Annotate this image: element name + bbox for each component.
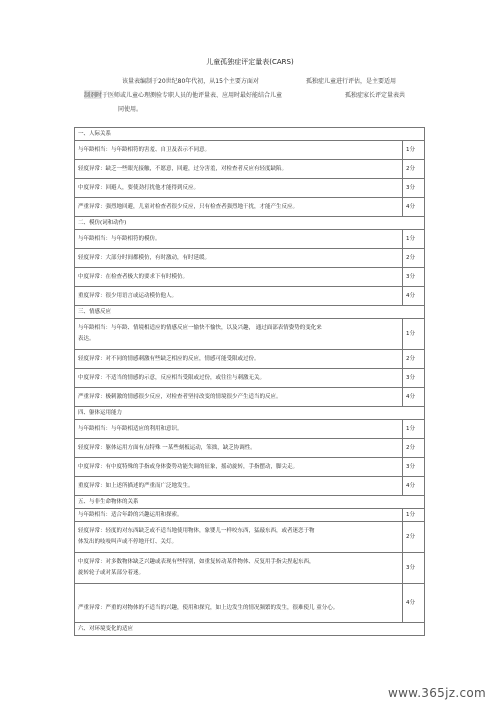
criteria-text: 中度异常：不适当的情感的示意，反应相当受限或过份，或往往与刺激无关。 bbox=[75, 369, 403, 388]
criteria-row bbox=[75, 439, 425, 458]
score-cell: 2分 bbox=[403, 522, 425, 553]
score-cell: 1分 bbox=[403, 420, 425, 439]
criteria-row bbox=[75, 522, 425, 553]
score-cell: 4分 bbox=[403, 287, 425, 306]
criteria-text-line: 严重异常：严重的对物体的不适当的兴趣，使用和探究，如上边发生的情况频繁的发生，很难使儿 童分心。 bbox=[78, 605, 339, 611]
section-header-row bbox=[75, 217, 425, 230]
score-cell: 1分 bbox=[403, 509, 425, 522]
criteria-text bbox=[75, 553, 403, 584]
criteria-text: 轻度异常：躯体运用方面有点特殊 一某些刻板运动，笨拙，缺乏协调性。 bbox=[75, 439, 403, 458]
criteria-row bbox=[75, 509, 425, 522]
score-cell: 4分 bbox=[403, 584, 425, 623]
criteria-row bbox=[75, 420, 425, 439]
intro-line-2a: 于医师或儿童心理测验专职人员的他评量表、应用时最好能结合儿童 bbox=[102, 92, 283, 99]
criteria-text bbox=[75, 584, 403, 623]
criteria-text: 重度异常：如上述所描述的严重而广泛地发生。 bbox=[75, 477, 403, 496]
criteria-text: 与年龄相当：适合年龄的兴趣运用和探索。 bbox=[75, 509, 403, 522]
criteria-text: 轻度异常：缺乏一些眼光接触，不愿意，回避，过分害羞，对检查者反应有轻度缺陷。 bbox=[75, 160, 403, 179]
score-cell: 3分 bbox=[403, 179, 425, 198]
section-header-row bbox=[75, 306, 425, 319]
site-watermark: www.365jz.com bbox=[387, 686, 486, 700]
intro-line-1b: 孤独症儿童进行评估，是主要适用 bbox=[306, 78, 397, 85]
score-cell: 3分 bbox=[403, 369, 425, 388]
criteria-row bbox=[75, 179, 425, 198]
criteria-row bbox=[75, 319, 425, 350]
score-cell: 3分 bbox=[403, 268, 425, 287]
criteria-row bbox=[75, 584, 425, 623]
section-header-row bbox=[75, 128, 425, 141]
document-title: 儿童孤独症评定量表(CARS) bbox=[206, 58, 294, 66]
criteria-text-line bbox=[78, 592, 399, 603]
criteria-text: 与年龄相当：与年龄相符的害羞、自卫及表示不同意。 bbox=[75, 141, 403, 160]
criteria-text-line: 与年龄相当：与年龄、情境相适应的情感反应一愉快不愉快，以及兴趣， 通过面部表情姿势的变化来 bbox=[78, 325, 322, 331]
section-title: 六、对环境变化的适应 bbox=[75, 623, 425, 636]
score-cell: 4分 bbox=[403, 388, 425, 407]
criteria-text: 中度异常：回避人，要使劲打扰他才能得到反应。 bbox=[75, 179, 403, 198]
score-cell: 4分 bbox=[403, 198, 425, 217]
section-title: 三、情感反应 bbox=[75, 306, 425, 319]
criteria-text bbox=[75, 522, 403, 553]
criteria-text-line: 体发出的吱吱叫声或不停地开灯、关灯。 bbox=[78, 539, 178, 545]
section-title: 一、人际关系 bbox=[75, 128, 425, 141]
criteria-text: 中度异常：在检查者极大的要求下有时模仿。 bbox=[75, 268, 403, 287]
section-title: 四、躯体运用能力 bbox=[75, 407, 425, 420]
intro-line-2b: 孤独症家长评定量表共 bbox=[345, 92, 406, 99]
criteria-row bbox=[75, 160, 425, 179]
criteria-row bbox=[75, 350, 425, 369]
criteria-text-line: 表达。 bbox=[78, 336, 95, 342]
criteria-text: 与年龄相当：与年龄相符的模仿。 bbox=[75, 230, 403, 249]
score-cell: 1分 bbox=[403, 319, 425, 350]
score-cell: 3分 bbox=[403, 553, 425, 584]
section-title: 五、与非生命物体的关系 bbox=[75, 496, 425, 509]
section-header-row bbox=[75, 496, 425, 509]
score-cell: 2分 bbox=[403, 160, 425, 179]
criteria-row bbox=[75, 369, 425, 388]
intro-line-3: 同使用。 bbox=[118, 106, 143, 113]
criteria-text: 与年龄相当：与年龄相适应的利用和意识。 bbox=[75, 420, 403, 439]
criteria-text: 重度异常：很少用语言或运动模仿他人。 bbox=[75, 287, 403, 306]
criteria-text: 严重异常：强烈地回避，儿童对检查者很少反应，只有检查者强烈地干扰，才能产生反应。 bbox=[75, 198, 403, 217]
criteria-row bbox=[75, 388, 425, 407]
criteria-text: 严重异常：极刺激的情感很少反应，对检查者坚持改变的情境很少产生适当的反应。 bbox=[75, 388, 403, 407]
section-title: 二、模仿(词和动作) bbox=[75, 217, 425, 230]
score-cell: 2分 bbox=[403, 350, 425, 369]
section-header-row bbox=[75, 407, 425, 420]
criteria-row bbox=[75, 230, 425, 249]
intro-highlight: 制剂时 bbox=[84, 92, 103, 99]
criteria-row bbox=[75, 198, 425, 217]
criteria-row bbox=[75, 249, 425, 268]
score-cell: 2分 bbox=[403, 249, 425, 268]
criteria-row bbox=[75, 477, 425, 496]
score-cell: 2分 bbox=[403, 439, 425, 458]
score-cell: 1分 bbox=[403, 230, 425, 249]
score-cell: 4分 bbox=[403, 477, 425, 496]
criteria-row bbox=[75, 553, 425, 584]
criteria-row bbox=[75, 268, 425, 287]
cars-scale-table bbox=[74, 127, 425, 636]
criteria-row bbox=[75, 287, 425, 306]
score-cell: 1分 bbox=[403, 141, 425, 160]
criteria-row bbox=[75, 141, 425, 160]
score-cell: 3分 bbox=[403, 458, 425, 477]
intro-line-1a: 该量表编制于20世纪80年代初，从15个主要方面对 bbox=[122, 78, 259, 85]
criteria-text: 中度异常：有中度特殊的手指或身体姿势功能失调的征象，摇动旋转，手指摆动，脚尖走。 bbox=[75, 458, 403, 477]
criteria-row bbox=[75, 458, 425, 477]
section-header-row bbox=[75, 623, 425, 636]
criteria-text: 轻度异常：大部分时间都模仿，有时激动，有时延缓。 bbox=[75, 249, 403, 268]
criteria-text-line: 旋转轮子或对某部分着迷。 bbox=[78, 570, 145, 576]
criteria-text-line: 轻度异常：轻度的对东西缺乏或不适当地使用物体，象婴儿一样咬东西，猛敲东西，或者迷恋于物 bbox=[78, 528, 315, 534]
criteria-text bbox=[75, 319, 403, 350]
criteria-text-line: 中度异常：对多数物体缺乏兴趣或表现有些特别，如重复转动某件物体、反复用手指尖捏起东西， bbox=[78, 559, 315, 565]
criteria-text: 轻度异常：对不同的情感刺激有些缺乏相应的反应，情感可能受限或过份。 bbox=[75, 350, 403, 369]
